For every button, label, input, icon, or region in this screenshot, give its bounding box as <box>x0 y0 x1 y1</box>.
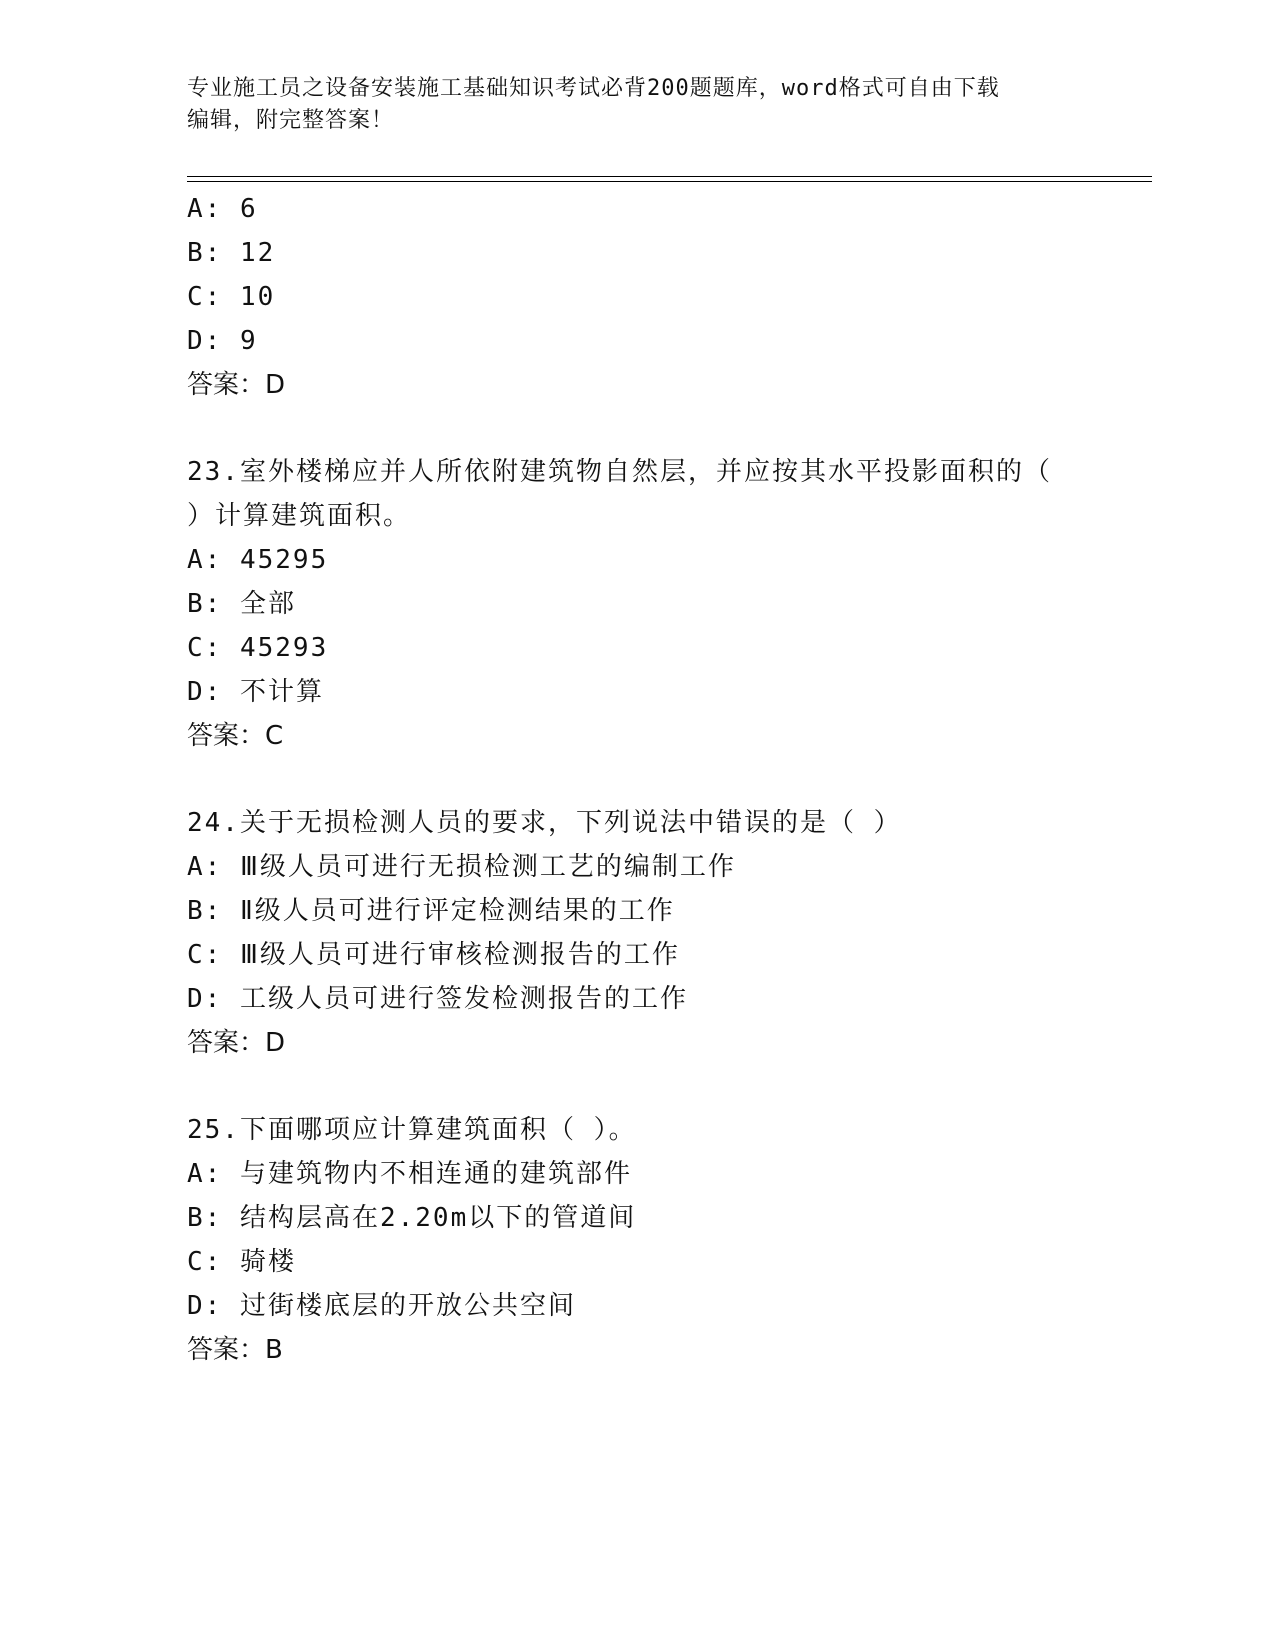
q22-option-a: A: 6 <box>187 194 258 224</box>
document-header <box>187 73 1067 137</box>
q24-option-d: D: 工级人员可进行签发检测报告的工作 <box>187 984 688 1014</box>
header-title-line-1: 专业施工员之设备安装施工基础知识考试必背200题题库，word格式可自由下载 <box>187 76 1000 101</box>
q25-option-a: A: 与建筑物内不相连通的建筑部件 <box>187 1159 632 1189</box>
q23-stem-line-1: 23.室外楼梯应并人所依附建筑物自然层，并应按其水平投影面积的（ <box>187 457 1052 487</box>
q22-option-c: C: 10 <box>187 282 276 312</box>
q24-option-c: C: Ⅲ级人员可进行审核检测报告的工作 <box>187 940 680 970</box>
q25-option-c: C: 骑楼 <box>187 1247 296 1277</box>
q25-option-b: B: 结构层高在2.20m以下的管道间 <box>187 1203 637 1233</box>
header-divider-bottom <box>187 181 1152 182</box>
q23-option-d: D: 不计算 <box>187 677 324 707</box>
q23-stem-line-2: ）计算建筑面积。 <box>187 501 412 531</box>
q22-option-d: D: 9 <box>187 326 258 356</box>
q23-option-b: B: 全部 <box>187 589 296 619</box>
header-title-line-2: 编辑，附完整答案！ <box>187 108 395 133</box>
q24-stem: 24.关于无损检测人员的要求，下列说法中错误的是（ ） <box>187 808 902 838</box>
q25-stem: 25.下面哪项应计算建筑面积（ ）。 <box>187 1115 637 1145</box>
q25-option-d: D: 过街楼底层的开放公共空间 <box>187 1291 576 1321</box>
header-divider-top <box>187 176 1152 177</box>
q23-answer: 答案：C <box>187 721 284 751</box>
q24-answer: 答案：D <box>187 1028 286 1058</box>
q23-option-a: A: 45295 <box>187 545 329 575</box>
q22-answer: 答案：D <box>187 370 286 400</box>
q22-option-b: B: 12 <box>187 238 276 268</box>
q24-option-a: A: Ⅲ级人员可进行无损检测工艺的编制工作 <box>187 852 736 882</box>
q23-option-c: C: 45293 <box>187 633 329 663</box>
q25-answer: 答案：B <box>187 1335 283 1365</box>
q24-option-b: B: Ⅱ级人员可进行评定检测结果的工作 <box>187 896 675 926</box>
